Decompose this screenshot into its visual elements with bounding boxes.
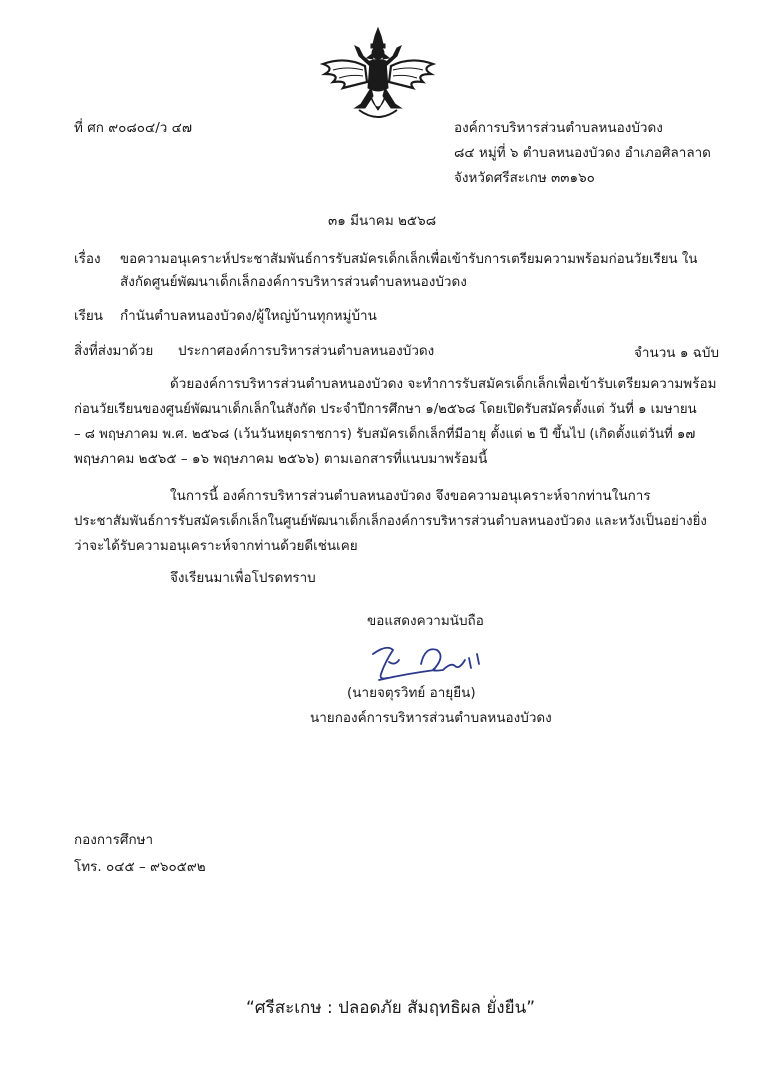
provincial-slogan: “ศรีสะเกษ : ปลอดภัย สัมฤทธิผล ยั่งยืน” (246, 998, 535, 1018)
signatory-name: (นายจตุรวิทย์ อายุยืน) (347, 685, 476, 701)
issuing-division: กองการศึกษา (74, 832, 154, 848)
body-para1-line-2: ก่อนวัยเรียนของศูนย์พัฒนาเด็กเล็กในสังกัด ประจำปีการศึกษา ๑/๒๕๖๘ โดยเปิดรับสมัครตั้งแต่ วันที่ ๑ เมษายน (74, 402, 697, 417)
to-label: เรียน (74, 308, 104, 324)
garuda-emblem-icon (315, 26, 441, 126)
org-address-line-1: องค์การบริหารส่วนตำบลหนองบัวดง (454, 120, 663, 136)
body-para2-line-1: ในการนี้ องค์การบริหารส่วนตำบลหนองบัวดง จึงขอความอนุเคราะห์จากท่านในการ (170, 488, 651, 504)
body-para1-line-4: พฤษภาคม ๒๕๖๕ – ๑๖ พฤษภาคม ๒๕๖๖) ตามเอกสารที่แนบมาพร้อมนี้ (74, 451, 488, 467)
to-recipient: กำนันตำบลหนองบัวดง/ผู้ใหญ่บ้านทุกหมู่บ้าน (120, 308, 377, 324)
body-para2-line-2: ประชาสัมพันธ์การรับสมัครเด็กเล็กในศูนย์พัฒนาเด็กเล็กองค์การบริหารส่วนตำบลหนองบัวดง และหวังเป็นอย่างยิ่ง (74, 514, 707, 529)
org-address-line-3: จังหวัดศรีสะเกษ ๓๓๑๖๐ (454, 170, 595, 186)
attachment-label: สิ่งที่ส่งมาด้วย (74, 343, 154, 359)
subject-line-2: สังกัดศูนย์พัฒนาเด็กเล็กองค์การบริหารส่วนตำบลหนองบัวดง (120, 274, 467, 290)
reference-number: ที่ ศก ๙๐๘๐๔/ว ๔๗ (74, 120, 193, 136)
regards-text: ขอแสดงความนับถือ (367, 613, 484, 629)
body-para1-line-3: – ๘ พฤษภาคม พ.ศ. ๒๕๖๘ (เว้นวันหยุดราชการ) รับสมัครเด็กเล็กที่มีอายุ ตั้งแต่ ๒ ปี ขึ้นไป (เกิดตั้งแต่วันที่ ๑๗ (74, 427, 696, 442)
attachment-text: ประกาศองค์การบริหารส่วนตำบลหนองบัวดง (178, 343, 435, 359)
document-date: ๓๑ มีนาคม ๒๕๖๘ (328, 213, 437, 229)
subject-line-1: ขอความอนุเคราะห์ประชาสัมพันธ์การรับสมัครเด็กเล็กเพื่อเข้ารับการเตรียมความพร้อมก่อนวัยเรียน ใน (120, 252, 698, 267)
signatory-position: นายกองค์การบริหารส่วนตำบลหนองบัวดง (310, 710, 552, 726)
body-para1-line-1: ด้วยองค์การบริหารส่วนตำบลหนองบัวดง จะทำการรับสมัครเด็กเล็กเพื่อเข้ารับเตรียมความพร้อม (170, 376, 717, 392)
handwritten-signature (365, 640, 525, 685)
subject-label: เรื่อง (74, 251, 101, 267)
org-address-line-2: ๘๔ หมู่ที่ ๖ ตำบลหนองบัวดง อำเภอศิลาลาด (454, 145, 711, 161)
contact-phone: โทร. ๐๔๕ – ๙๖๐๕๙๒ (74, 859, 206, 875)
body-para2-line-3: ว่าจะได้รับความอนุเคราะห์จากท่านด้วยดีเช่นเคย (74, 538, 358, 554)
attachment-count: จำนวน ๑ ฉบับ (634, 345, 720, 361)
closing-request: จึงเรียนมาเพื่อโปรดทราบ (170, 570, 316, 586)
